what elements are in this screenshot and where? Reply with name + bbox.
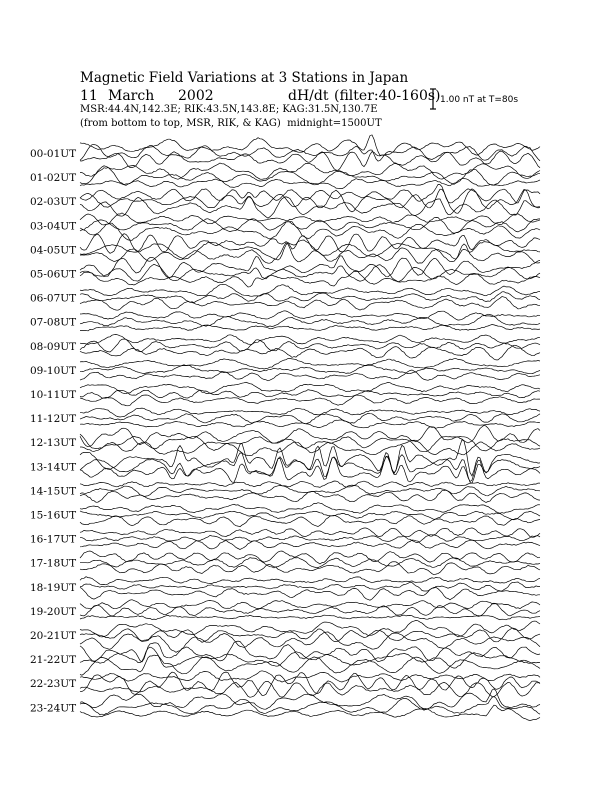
trace-rik-20-21UT [80,628,540,642]
traces [80,135,540,721]
trace-msr-08-09UT [80,345,540,360]
trace-kag-22-23UT [80,671,540,682]
trace-rik-15-16UT [80,511,540,520]
trace-rik-05-06UT [80,264,540,282]
date-year: 2002 [178,88,214,104]
scale-label: 1.00 nT at T=80s [440,95,519,105]
hour-label: 20-21UT [30,630,77,642]
hour-label: 13-14UT [30,461,77,474]
trace-msr-09-10UT [80,370,540,381]
trace-msr-11-12UT [80,420,540,428]
trace-rik-17-18UT [80,558,540,568]
trace-rik-18-19UT [80,582,540,591]
trace-msr-03-04UT [80,222,540,241]
trace-kag-16-17UT [80,528,540,537]
trace-msr-20-21UT [80,632,540,652]
trace-kag-10-11UT [80,382,540,393]
hour-label: 19-20UT [30,605,77,618]
trace-kag-17-18UT [80,551,540,564]
hour-label: 09-10UT [30,364,77,377]
trace-kag-19-20UT [80,600,540,609]
trace-rik-19-20UT [80,604,540,617]
trace-kag-11-12UT [80,408,540,417]
hour-label: 01-02UT [30,172,77,185]
trace-kag-02-03UT [80,185,540,203]
trace-rik-03-04UT [80,217,540,233]
trace-rik-23-24UT [80,697,540,715]
trace-kag-20-21UT [80,620,540,637]
hour-label: 21-22UT [30,654,77,667]
filter-label: (filter:40-160s) [334,88,441,104]
trace-msr-07-08UT [80,325,540,331]
trace-msr-00-01UT [80,151,540,170]
trace-msr-19-20UT [80,615,540,620]
trace-rik-21-22UT [80,647,540,668]
trace-kag-23-24UT [80,689,540,710]
hour-label: 06-07UT [30,292,77,305]
hour-label: 07-08UT [30,316,77,329]
trace-rik-04-05UT [80,240,540,260]
hour-label: 17-18UT [30,557,77,570]
date-day: 11 [80,88,98,104]
trace-rik-02-03UT [80,189,540,214]
trace-kag-12-13UT [80,425,540,447]
hour-labels [30,148,76,714]
trace-kag-03-04UT [80,213,540,225]
trace-msr-05-06UT [80,271,540,287]
trace-msr-12-13UT [80,440,540,455]
trace-kag-09-10UT [80,359,540,370]
trace-rik-01-02UT [80,166,540,186]
hour-label: 02-03UT [30,196,77,209]
trace-rik-06-07UT [80,292,540,303]
trace-rik-07-08UT [80,314,540,326]
midnight-note: midnight=1500UT [287,118,382,129]
hour-label: 22-23UT [30,678,77,691]
order-note: (from bottom to top, MSR, RIK, & KAG) [80,118,281,129]
hour-label: 12-13UT [30,437,77,450]
hour-label: 08-09UT [30,340,77,353]
trace-kag-18-19UT [80,577,540,585]
trace-kag-07-08UT [80,311,540,320]
trace-rik-09-10UT [80,365,540,374]
trace-msr-21-22UT [80,655,540,675]
hour-label: 00-01UT [30,148,77,160]
date-month: March [108,88,155,104]
chart-title: Magnetic Field Variations at 3 Stations in Japan [80,70,409,86]
hour-label: 04-05UT [30,244,77,257]
quantity-label: dH/dt [288,88,329,104]
hour-label: 05-06UT [30,268,77,281]
trace-kag-04-05UT [80,234,540,254]
trace-msr-10-11UT [80,395,540,406]
trace-msr-18-19UT [80,587,540,600]
trace-kag-13-14UT [80,440,540,476]
hour-label: 14-15UT [30,485,77,498]
trace-kag-08-09UT [80,335,540,345]
trace-msr-16-17UT [80,540,540,550]
hour-label: 23-24UT [30,702,77,715]
trace-msr-23-24UT [80,705,540,720]
trace-msr-04-05UT [80,243,540,264]
station-coordinates: MSR:44.4N,142.3E; RIK:43.5N,143.8E; KAG:31.5N,130.7E [80,104,378,115]
hour-label: 18-19UT [30,581,77,594]
trace-rik-14-15UT [80,485,540,497]
trace-kag-14-15UT [80,481,540,487]
trace-rik-11-12UT [80,413,540,423]
trace-rik-13-14UT [80,453,540,483]
hour-label: 16-17UT [30,533,77,546]
trace-rik-10-11UT [80,390,540,399]
trace-kag-00-01UT [80,135,540,156]
hour-label: 11-12UT [30,413,77,426]
trace-msr-06-07UT [80,297,540,311]
trace-msr-15-16UT [80,515,540,526]
hour-label: 10-11UT [30,389,77,401]
hour-label: 15-16UT [30,509,77,522]
trace-msr-22-23UT [80,681,540,697]
trace-rik-16-17UT [80,535,540,543]
trace-kag-06-07UT [80,284,540,296]
trace-kag-01-02UT [80,163,540,179]
hour-label: 03-04UT [30,220,77,233]
